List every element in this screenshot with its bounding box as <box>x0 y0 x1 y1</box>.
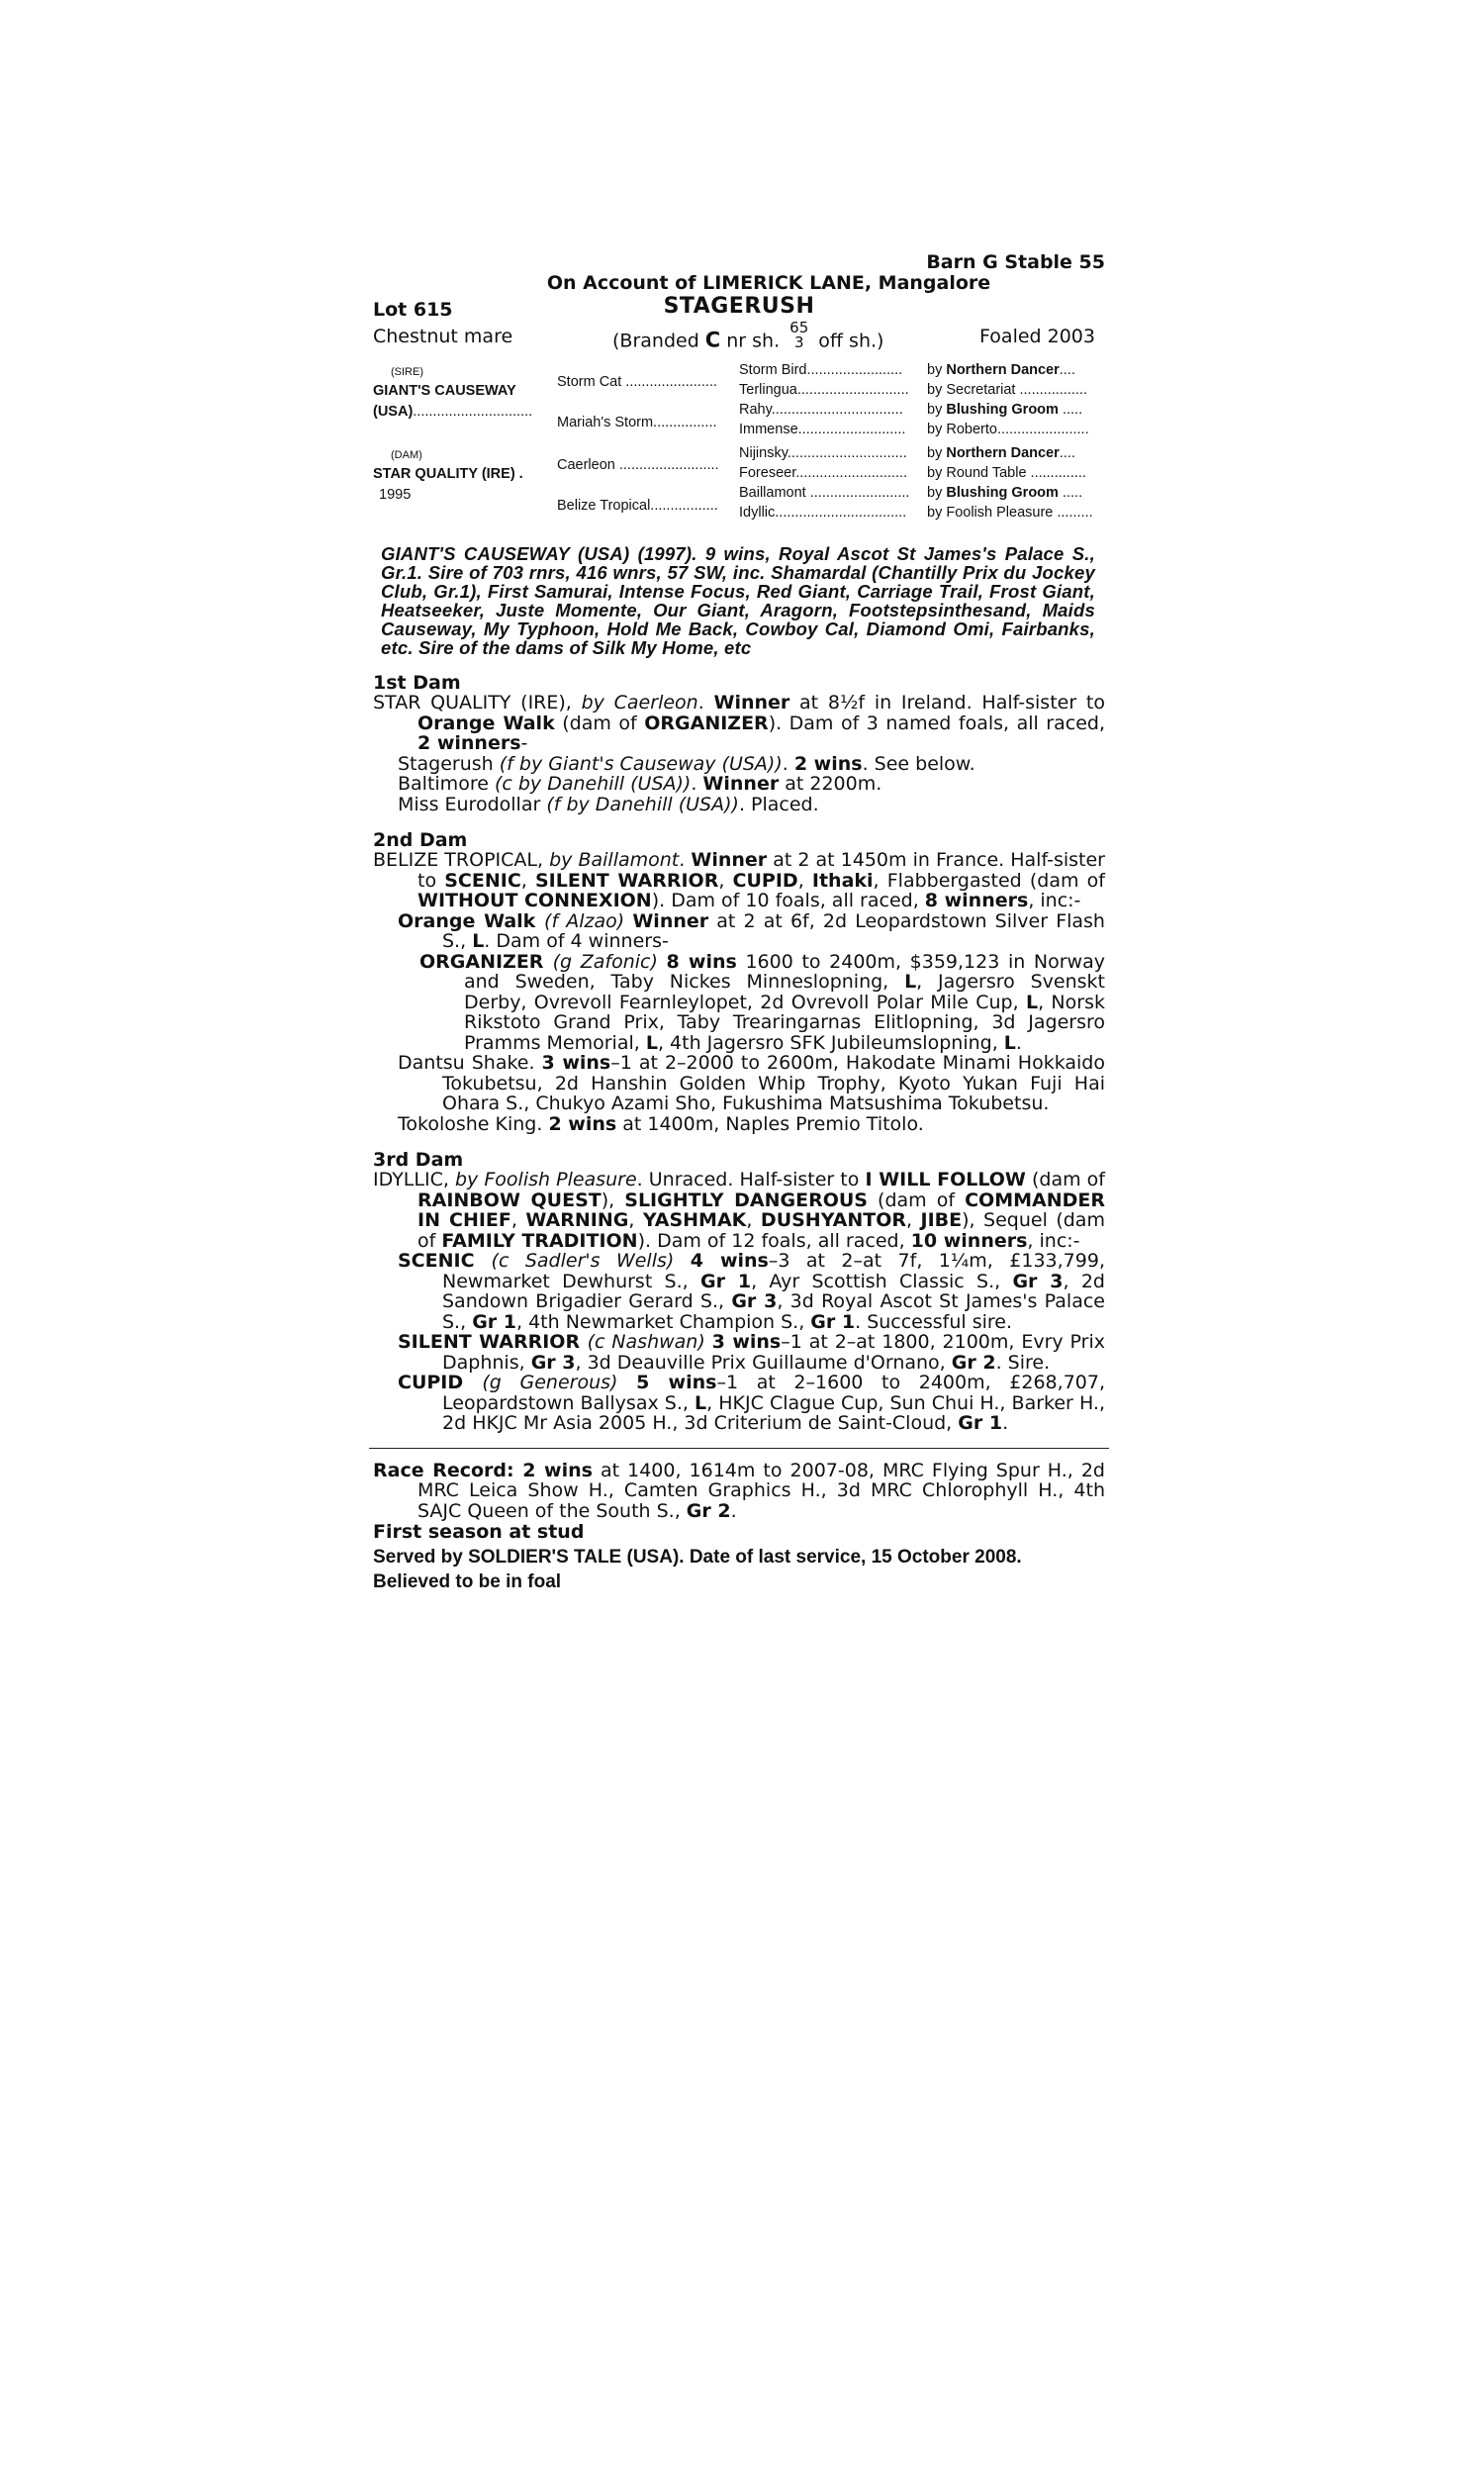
progeny-tokoloshe-king: Tokoloshe King. 2 wins at 1400m, Naples Premio Titolo. <box>398 1112 924 1135</box>
progeny-baltimore: Baltimore (c by Danehill (USA)). Winner at 2200m. <box>398 773 882 795</box>
believed-in-foal: Believed to be in foal <box>373 1570 562 1592</box>
ped-gen4-6: by Round Table .............. <box>927 465 1086 481</box>
ped-gen3-6: Foreseer............................ <box>739 465 908 481</box>
second-dam-text: BELIZE TROPICAL, by Baillamont. Winner at 2 at 1450m in France. Half-sister to SCENIC, SILENT WARRIOR, CUPID, Ithaki, Flabbergasted (dam of WITHOUT CONNEXION). Dam of 10 foals, all raced, 8 winners, inc:- <box>373 849 1105 911</box>
race-record: Race Record: 2 wins at 1400, 1614m to 2007-08, MRC Flying Spur H., 2d MRC Leica Show H., Camten Graphics H., 3d MRC Chlorophyll H., 4th SAJC Queen of the South S., Gr 2. <box>373 1459 1105 1522</box>
served-by: Served by SOLDIER'S TALE (USA). Date of last service, 15 October 2008. <box>373 1546 1022 1568</box>
ped-gen3-5: Nijinsky.............................. <box>739 445 907 461</box>
ped-gen3-1: Storm Bird........................ <box>739 362 903 378</box>
sire-summary: GIANT'S CAUSEWAY (USA) (1997). 9 wins, Royal Ascot St James's Palace S., Gr.1. Sire of 703 rnrs, 416 wnrs, 57 SW, inc. Shamardal (Chantilly Prix du Jockey Club, Gr.1), First Samurai, Intense Focus, Red Giant, Carriage Trail, Frost Giant, Heatseeker, Juste Momente, Our Giant, Aragorn, Footstepsinthesand, Maids Causeway, My Typhoon, Hold Me Back, Cowboy Cal, Diamond Omi, Fairbanks, etc. Sire of the dams of Silk My Home, etc <box>381 543 1095 658</box>
first-dam-heading: 1st Dam <box>373 672 461 694</box>
ped-gen4-4: by Roberto....................... <box>927 422 1089 437</box>
ped-gen3-3: Rahy................................. <box>739 402 903 418</box>
ped-gen2-1: Storm Cat ....................... <box>557 374 717 390</box>
second-dam-section <box>373 830 1105 1134</box>
sire-name: GIANT'S CAUSEWAY <box>373 383 516 399</box>
third-dam-section <box>373 1150 1105 1434</box>
vendor-account: On Account of LIMERICK LANE, Mangalore <box>546 271 991 294</box>
sire-country: (USA).............................. <box>373 404 533 420</box>
first-dam-text: STAR QUALITY (IRE), by Caerleon. Winner at 8½f in Ireland. Half-sister to Orange Walk (dam of ORGANIZER). Dam of 3 named foals, all raced, 2 winners- <box>373 692 1105 754</box>
divider <box>369 1448 1109 1449</box>
ped-gen4-8: by Foolish Pleasure ......... <box>927 505 1093 521</box>
dam-year: 1995 <box>379 487 412 503</box>
ped-gen2-3: Caerleon ......................... <box>557 457 719 473</box>
third-dam-text: IDYLLIC, by Foolish Pleasure. Unraced. Half-sister to I WILL FOLLOW (dam of RAINBOW QUEST), SLIGHTLY DANGEROUS (dam of COMMANDER IN CHIEF, WARNING, YASHMAK, DUSHYANTOR, JIBE), Sequel (dam of FAMILY TRADITION). Dam of 12 foals, all raced, 10 winners, inc:- <box>373 1169 1106 1252</box>
ped-gen4-5: by Northern Dancer.... <box>927 445 1075 461</box>
ped-gen3-4: Immense........................... <box>739 422 906 437</box>
lot-number: Lot 615 <box>373 299 453 321</box>
progeny-scenic: SCENIC (c Sadler's Wells) 4 wins–3 at 2–at 7f, 1¼m, £133,799, Newmarket Dewhurst S., Gr 1, Ayr Scottish Classic S., Gr 3, 2d Sandown Brigadier Gerard S., Gr 3, 3d Royal Ascot St James's Palace S., Gr 1, 4th Newmarket Champion S., Gr 1. Successful sire. <box>398 1250 1105 1333</box>
progeny-stagerush: Stagerush (f by Giant's Causeway (USA)). 2 wins. See below. <box>398 752 975 775</box>
progeny-miss-eurodollar: Miss Eurodollar (f by Danehill (USA)). Placed. <box>398 793 819 815</box>
ped-gen4-1: by Northern Dancer.... <box>927 362 1075 378</box>
ped-gen3-8: Idyllic................................. <box>739 505 907 521</box>
progeny-dantsu-shake: Dantsu Shake. 3 wins–1 at 2–2000 to 2600m, Hakodate Minami Hokkaido Tokubetsu, 2d Hanshin Golden Whip Trophy, Kyoto Yukan Fuji Hai Ohara S., Chukyo Azami Sho, Fukushima Matsushima Tokubetsu. <box>398 1052 1105 1114</box>
foaled-year: Foaled 2003 <box>979 326 1095 347</box>
ped-gen2-4: Belize Tropical................. <box>557 498 718 514</box>
first-season: First season at stud <box>373 1521 585 1543</box>
ped-gen4-7: by Blushing Groom ..... <box>927 485 1083 501</box>
dam-name: STAR QUALITY (IRE) . <box>373 466 523 482</box>
ped-gen2-2: Mariah's Storm................ <box>557 415 717 430</box>
brand-fraction: 65 3 <box>789 319 809 351</box>
sire-tag: (SIRE) <box>391 366 423 378</box>
progeny-silent-warrior: SILENT WARRIOR (c Nashwan) 3 wins–1 at 2–at 1800, 2100m, Evry Prix Daphnis, Gr 3, 3d Deauville Prix Guillaume d'Ornano, Gr 2. Sire. <box>398 1331 1105 1374</box>
dam-tag: (DAM) <box>391 449 422 461</box>
progeny-organizer: ORGANIZER (g Zafonic) 8 wins 1600 to 2400m, $359,123 in Norway and Sweden, Taby Nickes Minneslopning, L, Jagersro Svenskt Derby, Ovrevoll Fearnleylopet, 2d Ovrevoll Polar Mile Cup, L, Norsk Rikstoto Grand Prix, Taby Trearingarnas Elitlopning, 3d Jagersro Pramms Memorial, L, 4th Jagersro SFK Jubileumslopning, L. <box>419 950 1105 1054</box>
colour-sex: Chestnut mare <box>373 326 513 347</box>
progeny-cupid: CUPID (g Generous) 5 wins–1 at 2–1600 to 2400m, £268,707, Leopardstown Ballysax S., L, HKJC Clague Cup, Sun Chui H., Barker H., 2d HKJC Mr Asia 2005 H., 3d Criterium de Saint-Cloud, Gr 1. <box>398 1372 1105 1434</box>
first-dam-section <box>373 673 1105 814</box>
ped-gen4-2: by Secretariat ................. <box>927 382 1087 398</box>
progeny-orange-walk: Orange Walk (f Alzao) Winner at 2 at 6f, 2d Leopardstown Silver Flash S., L. Dam of 4 winners- <box>398 909 1105 952</box>
second-dam-heading: 2nd Dam <box>373 829 468 851</box>
barn-stable: Barn G Stable 55 <box>926 251 1105 273</box>
horse-name: STAGERUSH <box>663 294 815 319</box>
pedigree-table <box>373 360 1105 530</box>
catalogue-page <box>373 252 1105 1592</box>
ped-gen4-3: by Blushing Groom ..... <box>927 402 1083 418</box>
third-dam-heading: 3rd Dam <box>373 1149 464 1171</box>
brand-description: (Branded C nr sh. 65 3 off sh.) <box>612 319 884 352</box>
ped-gen3-2: Terlingua............................ <box>739 382 909 398</box>
ped-gen3-7: Baillamont ......................... <box>739 485 910 501</box>
